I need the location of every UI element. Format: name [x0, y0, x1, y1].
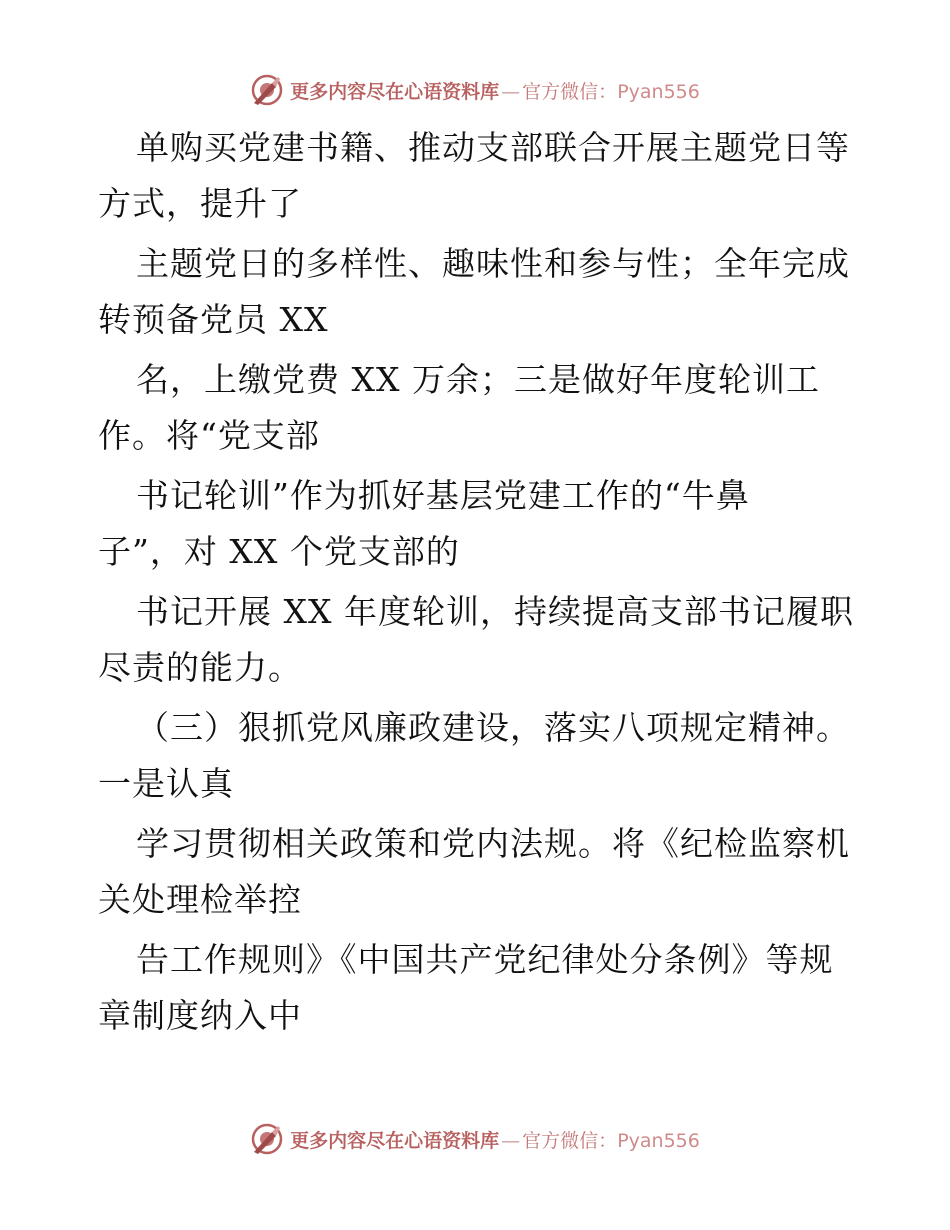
pen-logo-icon — [250, 1122, 284, 1156]
body-line-13: 学习贯彻相关政策和党内法规。将《纪检监察机 — [136, 824, 850, 863]
footer-banner-label: 官方微信： — [522, 1129, 618, 1152]
body-line-4: 转预备党员 XX — [98, 300, 329, 339]
section-heading-3: （三）狠抓党风廉政建设，落实八项规定精神。 — [136, 708, 850, 747]
header-banner-text — [290, 77, 700, 104]
body-line-16: 章制度纳入中 — [98, 996, 302, 1035]
body-line-6: 作。将“党支部 — [98, 416, 320, 455]
body-line-2: 方式，提升了 — [98, 184, 302, 223]
document-body — [0, 118, 950, 1058]
body-line-5: 名，上缴党费 XX 万余；三是做好年度轮训工 — [136, 360, 820, 399]
body-line-14: 关处理检举控 — [98, 880, 302, 919]
header-banner-title: 更多内容尽在心语资料库 — [290, 80, 500, 103]
header-banner-id: Pyan556 — [617, 80, 700, 103]
body-line-8: 子”，对 XX 个党支部的 — [98, 532, 460, 571]
pen-logo-icon — [250, 73, 284, 107]
footer-banner-title: 更多内容尽在心语资料库 — [290, 1129, 500, 1152]
body-line-9: 书记开展 XX 年度轮训，持续提高支部书记履职 — [136, 592, 854, 631]
footer-banner-id: Pyan556 — [617, 1129, 700, 1152]
header-banner-separator: — — [501, 80, 521, 103]
body-line-3: 主题党日的多样性、趣味性和参与性；全年完成 — [136, 244, 850, 283]
footer-banner — [0, 1117, 950, 1161]
body-line-12: 一是认真 — [98, 764, 234, 803]
header-banner — [0, 68, 950, 112]
header-banner-label: 官方微信： — [522, 80, 618, 103]
body-line-10: 尽责的能力。 — [98, 648, 302, 687]
body-line-15: 告工作规则》《中国共产党纪律处分条例》等规 — [136, 940, 834, 979]
footer-banner-text — [290, 1126, 700, 1153]
footer-banner-separator: — — [501, 1129, 521, 1152]
body-line-7: 书记轮训”作为抓好基层党建工作的“牛鼻 — [136, 476, 750, 515]
body-line-1: 单购买党建书籍、推动支部联合开展主题党日等 — [136, 128, 850, 167]
